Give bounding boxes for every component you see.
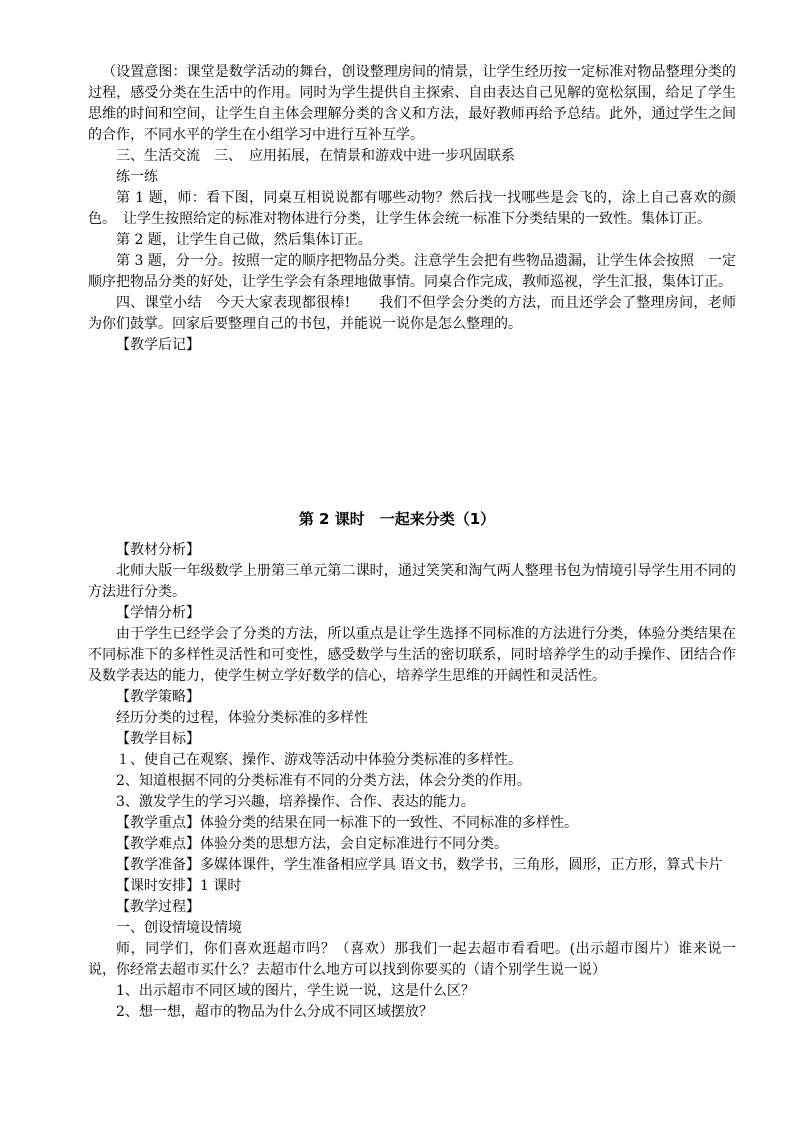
key-point-text: 【教学重点】体验分类的结果在同一标准下的一致性、不同标准的多样性。: [116, 815, 578, 831]
schedule-text: 【课时安排】1 课时: [116, 878, 242, 894]
learning-analysis-text: 由于学生已经学会了分类的方法，所以重点是让学生选择不同标准的方法进行分类，体验分类结果在不同标准下的多样性灵活性和可变性，感受数学与生活的密切联系，同时培养学生的动手操作、团结合作及数学表达的能力，使学生树立学好数学的信心，培养学生思维的开阔性和灵活性。: [88, 626, 736, 684]
learning-analysis-heading: 【学情分析】: [116, 605, 200, 621]
difficulty-text: 【教学难点】体验分类的思想方法，会自定标准进行不同分类。: [116, 836, 508, 852]
process-heading: 【教学过程】: [116, 899, 200, 915]
strategy-text: 经历分类的过程，体验分类标准的多样性: [116, 710, 368, 726]
lesson2-section: [88, 540, 736, 1023]
process-step-text: 师，同学们，你们喜欢逛超市吗？（喜欢）那我们一起去超市看看吧。(出示超市图片）谁来说一说，你经常去超市买什么？去超市什么地方可以找到你要买的（请个别学生说一说）: [88, 941, 736, 978]
lesson1-tail-section: [88, 62, 736, 356]
question-item: 2、想一想，超市的物品为什么分成不同区域摆放？: [116, 1004, 433, 1020]
teaching-notes-heading: 【教学后记】: [116, 337, 200, 353]
material-analysis-text: 北师大版一年级数学上册第三单元第二课时，通过笑笑和淘气两人整理书包为情境引导学生用不同的方法进行分类。: [88, 563, 736, 600]
goal-item: 2、知道根据不同的分类标准有不同的分类方法，体会分类的作用。: [116, 773, 531, 789]
design-intent-paragraph: （设置意图：课堂是数学活动的舞台，创设整理房间的情景，让学生经历按一定标准对物品整理分类的过程，感受分类在生活中的作用。同时为学生提供自主探索、自由表达自己见解的宽松氛围，给足了学生思维的时间和空间，让学生自主体会理解分类的含义和方法，最好教师再给予总结。此外，通过学生之间的合作，不同水平的学生在小组学习中进行互补互学。: [88, 64, 736, 143]
goals-heading: 【教学目标】: [116, 731, 200, 747]
question-item: 1、出示超市不同区域的图片，学生说一说，这是什么区？: [116, 983, 475, 999]
practice-heading: 练一练: [116, 169, 158, 185]
preparation-text: 【教学准备】多媒体课件，学生准备相应学具 语文书，数学书，三角形，圆形，正方形，算式卡片: [116, 857, 723, 873]
material-analysis-heading: 【教材分析】: [116, 542, 200, 558]
goal-item: 3、激发学生的学习兴趣，培养操作、合作、表达的能力。: [116, 794, 475, 810]
class-summary-paragraph: 四、课堂小结 今天大家表现都很棒! 我们不但学会分类的方法，而且还学会了整理房间，老师为你们鼓掌。回家后要整理自己的书包，并能说一说你是怎么整理的。: [88, 295, 736, 332]
exercise-1-paragraph: 第 1 题，师：看下图，同桌互相说说都有哪些动物？然后找一找哪些是会飞的，涂上自己喜欢的颜色。 让学生按照给定的标准对物体进行分类，让学生体会统一标准下分类结果的一致性。集体订正。: [88, 190, 736, 227]
life-exchange-heading: 三、生活交流 三、 应用拓展，在情景和游戏中进一步巩固联系: [116, 148, 515, 164]
exercise-3-paragraph: 第 3 题，分一分。按照一定的顺序把物品分类。注意学生会把有些物品遗漏，让学生体会按照 一定顺序把物品分类的好处，让学生学会有条理地做事情。同桌合作完成，教师巡视，学生汇报，集体订正。: [88, 253, 736, 290]
strategy-heading: 【教学策略】: [116, 689, 200, 705]
goal-item: １、使自己在观察、操作、游戏等活动中体验分类标准的多样性。: [116, 752, 522, 768]
process-step-heading: 一、创设情境设情境: [116, 920, 242, 936]
exercise-2-paragraph: 第 2 题，让学生自己做，然后集体订正。: [116, 232, 372, 248]
lesson2-title: 第 2 课时 一起来分类（1）: [298, 510, 496, 528]
